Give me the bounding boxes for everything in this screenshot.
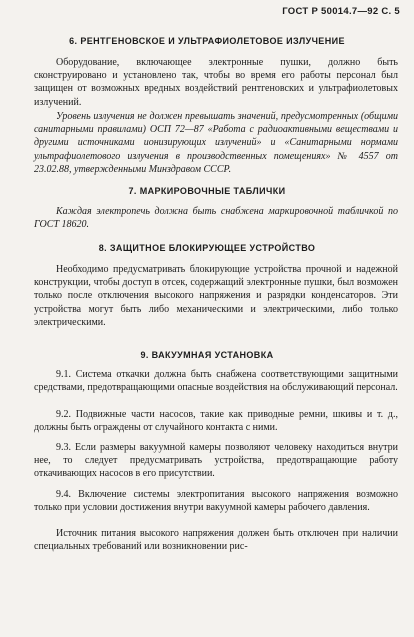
page-header: ГОСТ Р 50014.7—92 С. 5: [282, 6, 400, 17]
section-9-paragraph-2: 9.2. Подвижные части насосов, такие как приводные ремни, шкивы и т. д., должны быть ограждены от случайного контакта с ними.: [34, 409, 398, 434]
section-7-heading: 7. МАРКИРОВОЧНЫЕ ТАБЛИЧКИ: [128, 186, 286, 196]
section-9-paragraph-1: 9.1. Система откачки должна быть снабжена соответствующими защитными средствами, предотвращающими опасные воздействия на обслуживающий персонал.: [34, 369, 398, 394]
section-9-paragraph-5: Источник питания высокого напряжения должен быть отключен при наличии специальных требований или возникновении рис-: [34, 528, 398, 553]
section-9-paragraph-3: 9.3. Если размеры вакуумной камеры позволяют человеку находиться внутри нее, то следует предусматривать устройства, предотвращающие работу откачивающих насосов в его присутствии.: [34, 442, 398, 480]
section-8-paragraph-1: Необходимо предусматривать блокирующие устройства прочной и надежной конструкции, чтобы доступ в отсек, содержащий электронные пушки, был возможен только после отключения высокого напряжения и разрядки конденсаторов. Эти устройства могут быть либо механическими и электрическими, либо только электрическими.: [34, 264, 398, 328]
section-9-heading: 9. ВАКУУМНАЯ УСТАНОВКА: [140, 350, 274, 360]
section-9-paragraph-4: 9.4. Включение системы электропитания высокого напряжения возможно только при условии достижения внутри вакуумной камеры рабочего давления.: [34, 489, 398, 514]
section-6-heading: 6. РЕНТГЕНОВСКОЕ И УЛЬТРАФИОЛЕТОВОЕ ИЗЛУЧЕНИЕ: [69, 36, 345, 46]
section-8-heading: 8. ЗАЩИТНОЕ БЛОКИРУЮЩЕЕ УСТРОЙСТВО: [98, 243, 316, 253]
section-6-paragraph-2: Уровень излучения не должен превышать значений, предусмотренных (общими санитарными правилами) ОСП 72—87 «Работа с радиоактивными веществами и другими источниками ионизирующих излучений» и «Санитарными нормами ультрафиолетового излучения в производственных помещениях» № 4557 от 23.02.88, утвержденными Минздравом СССР.: [34, 111, 398, 175]
section-7-paragraph-1: Каждая электропечь должна быть снабжена маркировочной табличкой по ГОСТ 18620.: [34, 206, 398, 231]
section-6-paragraph-1: Оборудование, включающее электронные пушки, должно быть сконструировано и установлено так, чтобы во время его работы персонал был защищен от возможных вредных воздействий рентгеновских и ультрафиолетовых излучений.: [34, 57, 398, 108]
